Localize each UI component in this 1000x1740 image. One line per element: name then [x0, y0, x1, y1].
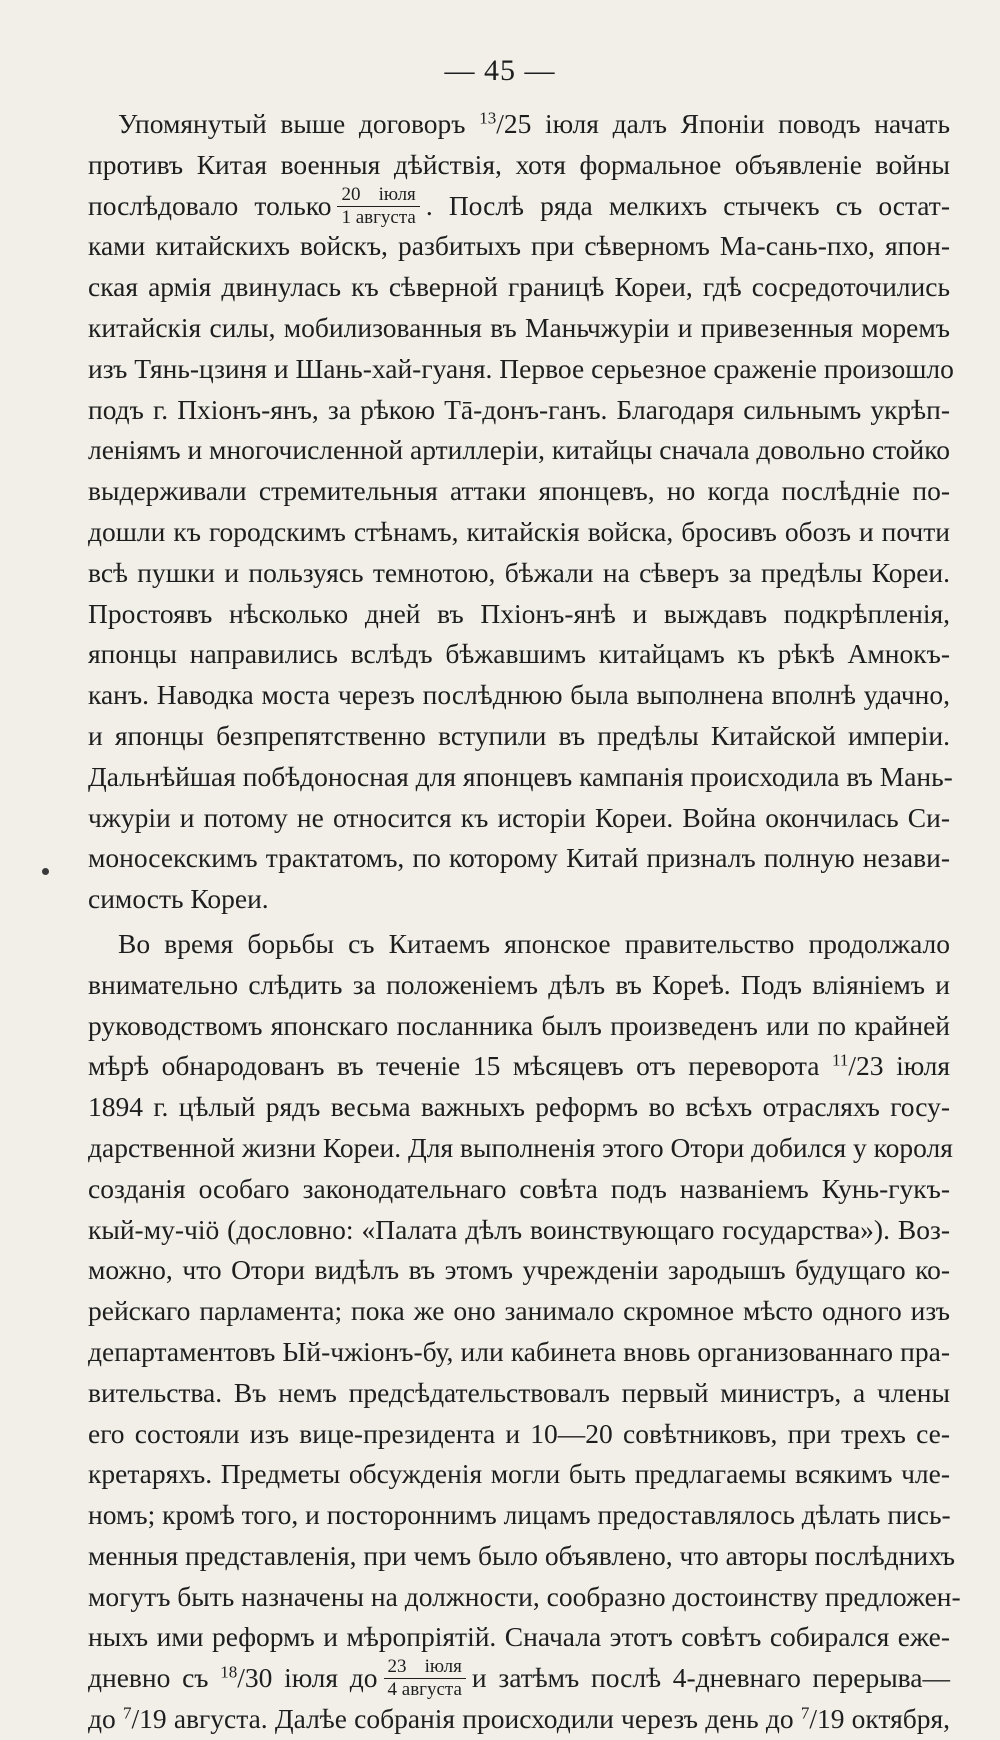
text-line: чжуріи и потому не относится къ исторіи Кореи. Война окончилась Си-	[88, 801, 950, 833]
margin-mark	[42, 868, 49, 875]
fraction-denominator: 1 августа	[341, 206, 416, 228]
text-line	[88, 104, 950, 145]
text-line: леніямъ и многочисленной артиллеріи, китайцы сначала довольно стойко	[88, 434, 950, 466]
text-span: /30	[237, 1662, 273, 1694]
paragraph-2	[88, 924, 961, 1740]
text-line: вительства. Въ немъ предсѣдательствовалъ первый министръ, а члены	[88, 1376, 950, 1408]
fraction-numerator: 20 іюля	[337, 184, 419, 207]
superscript: 13	[479, 108, 497, 128]
text-line: моносекскимъ трактатомъ, по которому Китай призналъ полную незави-	[88, 842, 950, 874]
body-text	[88, 104, 961, 1740]
text-line: департаментовъ Ый-чжіонъ-бу, или кабинета вновь организованнаго пра-	[88, 1335, 950, 1367]
text-line: рейскаго парламента; пока же оно занимало скромное мѣсто одного изъ	[88, 1295, 950, 1327]
text-line: выдерживали стремительныя аттаки японцевъ, но когда послѣдніе по-	[88, 475, 950, 507]
superscript: 11	[832, 1050, 849, 1070]
superscript: 7	[122, 1703, 132, 1723]
text-line: его состояли изъ вице-президента и 10—20 совѣтниковъ, при трехъ се-	[88, 1417, 950, 1449]
text-line: Дальнѣйшая побѣдоносная для японцевъ кампанія происходила въ Мань-	[88, 760, 953, 792]
fraction-denominator: 4 августа	[387, 1679, 462, 1701]
text-line: китайскія силы, мобилизованныя въ Маньчжуріи и привезенныя моремъ	[88, 311, 950, 343]
text-line	[88, 183, 950, 228]
text-line: изъ Тянь-цзиня и Шань-хай-гуаня. Первое серьезное сраженіе произошло	[88, 352, 954, 384]
text-line: ками китайскихъ войскъ, разбитыхъ при сѣверномъ Ма-сань-пхо, япон-	[88, 230, 950, 262]
text-span: іюля	[883, 1050, 950, 1082]
text-span: іюля далъ Японіи поводъ начать	[531, 108, 950, 139]
text-span: и затѣмъ послѣ 4-дневнаго перерыва—	[471, 1662, 950, 1694]
text-line: созданія особаго законодательнаго совѣта подъ названіемъ Кунь-гукъ-	[88, 1172, 950, 1204]
text-span: мѣрѣ обнародованъ въ теченіе 15 мѣсяцевъ отъ переворота	[88, 1050, 832, 1082]
text-line: канъ. Наводка моста черезъ послѣднюю была выполнена вполнѣ удачно,	[88, 679, 950, 711]
text-line	[88, 1046, 950, 1087]
superscript: 18	[220, 1662, 238, 1682]
text-line: 1894 г. цѣлый рядъ весьма важныхъ реформъ во всѣхъ отрасляхъ госу-	[88, 1091, 950, 1123]
text-line: и японцы безпрепятственно вступили въ предѣлы Китайской имперіи.	[88, 719, 950, 751]
text-line: ская армія двинулась къ сѣверной границѣ Кореи, гдѣ сосредоточились	[88, 271, 950, 303]
text-span: дневно съ	[88, 1662, 221, 1694]
text-span: до	[88, 1703, 123, 1735]
fraction	[337, 184, 419, 229]
text-line: подъ г. Пхіонъ-янъ, за рѣкою Тā-донъ-ганъ. Благодаря сильнымъ укрѣп-	[88, 393, 950, 425]
text-span: /19	[809, 1703, 845, 1735]
text-line: кый-му-чіö (дословно: «Палата дѣлъ воинствующаго государства»). Воз-	[88, 1213, 950, 1245]
text-line: кретаряхъ. Предметы обсужденія могли быть предлагаемы всякимъ чле-	[88, 1458, 950, 1490]
text-span: /19	[131, 1703, 167, 1735]
text-span: октября,	[844, 1703, 950, 1735]
text-line: симость Кореи.	[88, 883, 269, 915]
text-line: дошли къ городскимъ стѣнамъ, китайскія войска, бросивъ обозъ и почти	[88, 515, 950, 547]
text-line: руководствомъ японскаго посланника былъ произведенъ или по крайней	[88, 1009, 950, 1041]
text-line: японцы направились вслѣдъ бѣжавшимъ китайцамъ къ рѣкѣ Амнокъ-	[88, 638, 950, 670]
text-line	[88, 1699, 950, 1740]
text-line: ныхъ ими реформъ и мѣропріятій. Сначала этотъ совѣтъ собирался еже-	[88, 1621, 950, 1653]
text-span: . Послѣ ряда мелкихъ стычекъ съ остат-	[425, 189, 950, 221]
text-line: противъ Китая военныя дѣйствія, хотя формальное объявленіе войны	[88, 148, 950, 180]
fraction-numerator: 23 іюля	[384, 1656, 466, 1679]
text-line: могутъ быть назначены на должности, сообразно достоинству предложен-	[88, 1580, 961, 1612]
text-span: /23	[848, 1050, 884, 1082]
text-span: августа. Далѣе собранія происходили черезъ день до	[166, 1703, 801, 1735]
text-line: менныя представленія, при чемъ было объявлено, что авторы послѣднихъ	[88, 1539, 956, 1571]
text-line: дарственной жизни Кореи. Для выполненія этого Отори добился у короля	[88, 1131, 953, 1163]
text-line: Простоявъ нѣсколько дней въ Пхіонъ-янѣ и выждавъ подкрѣпленія,	[88, 597, 950, 629]
text-line: всѣ пушки и пользуясь темнотою, бѣжали на сѣверъ за предѣлы Кореи.	[88, 556, 950, 588]
text-line	[88, 1658, 950, 1699]
text-line: можно, что Отори видѣлъ въ этомъ учрежденіи зародышъ будущаго ко-	[88, 1254, 950, 1286]
page-number: — 45 —	[444, 54, 556, 87]
text-span: іюля до	[272, 1662, 378, 1694]
text-span: /25	[496, 108, 532, 139]
text-span: Упомянутый выше договоръ	[118, 108, 480, 139]
text-line: Во время борьбы съ Китаемъ японское правительство продолжало	[118, 927, 950, 959]
text-span: послѣдовало только	[88, 189, 332, 221]
paragraph-1	[88, 104, 954, 920]
fraction	[384, 1656, 466, 1701]
superscript: 7	[800, 1703, 810, 1723]
text-line: внимательно слѣдить за положеніемъ дѣлъ въ Кореѣ. Подъ вліяніемъ и	[88, 968, 950, 1000]
text-line: номъ; кромѣ того, и постороннимъ лицамъ предоставлялось дѣлать пись-	[88, 1499, 951, 1531]
